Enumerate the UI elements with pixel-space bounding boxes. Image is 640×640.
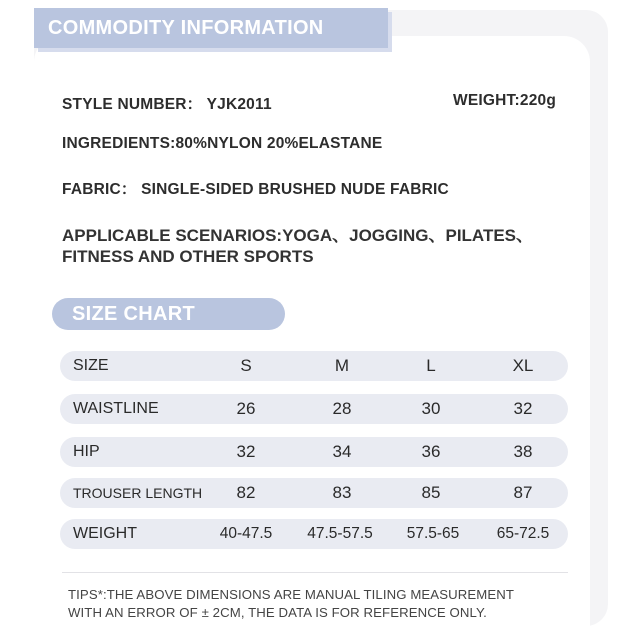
size-label: SIZE [73, 357, 109, 374]
size-xl: XL [512, 356, 534, 375]
cell-value: 32 [513, 399, 533, 418]
cell-value: 85 [421, 483, 441, 502]
cell-value: 83 [332, 483, 352, 502]
cell-value: 82 [236, 483, 256, 502]
row-label: WAISTLINE [73, 400, 159, 417]
style-number: STYLE NUMBER： YJK2011 [62, 96, 272, 113]
cell-value: 32 [236, 442, 256, 461]
size-chart-header [52, 298, 285, 330]
cell-value: 65-72.5 [496, 525, 550, 542]
cell-value: 40-47.5 [219, 525, 273, 542]
fabric: FABRIC： SINGLE-SIDED BRUSHED NUDE FABRIC [62, 181, 449, 198]
row-label: HIP [73, 443, 100, 460]
cell-value: 36 [421, 442, 441, 461]
row-label: TROUSER LENGTH [73, 485, 203, 501]
cell-value: 47.5-57.5 [307, 525, 373, 542]
ingredients: INGREDIENTS:80%NYLON 20%ELASTANE [62, 135, 383, 152]
table-row-hip [60, 437, 568, 467]
size-m: M [334, 356, 350, 375]
row-label: WEIGHT [73, 525, 137, 542]
size-s: S [240, 356, 252, 375]
cell-value: 26 [236, 399, 256, 418]
size-chart-header-row [60, 351, 568, 381]
table-row-weight [60, 519, 568, 549]
tips-note [68, 586, 608, 622]
divider [62, 572, 568, 573]
scenarios-line-1: APPLICABLE SCENARIOS:YOGA、JOGGING、PILATES、 [62, 226, 534, 245]
cell-value: 38 [513, 442, 533, 461]
cell-value: 30 [421, 399, 441, 418]
cell-value: 34 [332, 442, 352, 461]
tips-line-2: WITH AN ERROR OF ± 2CM, THE DATA IS FOR REFERENCE ONLY. [68, 605, 487, 620]
cell-value: 87 [513, 483, 533, 502]
tips-line-1: TIPS*:THE ABOVE DIMENSIONS ARE MANUAL TILING MEASUREMENT [68, 587, 515, 602]
weight-value: WEIGHT:220g [453, 92, 556, 109]
commodity-info-header [34, 8, 388, 48]
size-chart-title: SIZE CHART [72, 302, 195, 325]
scenarios-line-2: FITNESS AND OTHER SPORTS [62, 247, 314, 266]
applicable-scenarios [62, 225, 582, 267]
size-l: L [426, 356, 436, 375]
table-row-trouser-length [60, 478, 568, 508]
cell-value: 28 [332, 399, 352, 418]
page-title: COMMODITY INFORMATION [48, 16, 324, 39]
table-row-waistline [60, 394, 568, 424]
cell-value: 57.5-65 [406, 525, 460, 542]
